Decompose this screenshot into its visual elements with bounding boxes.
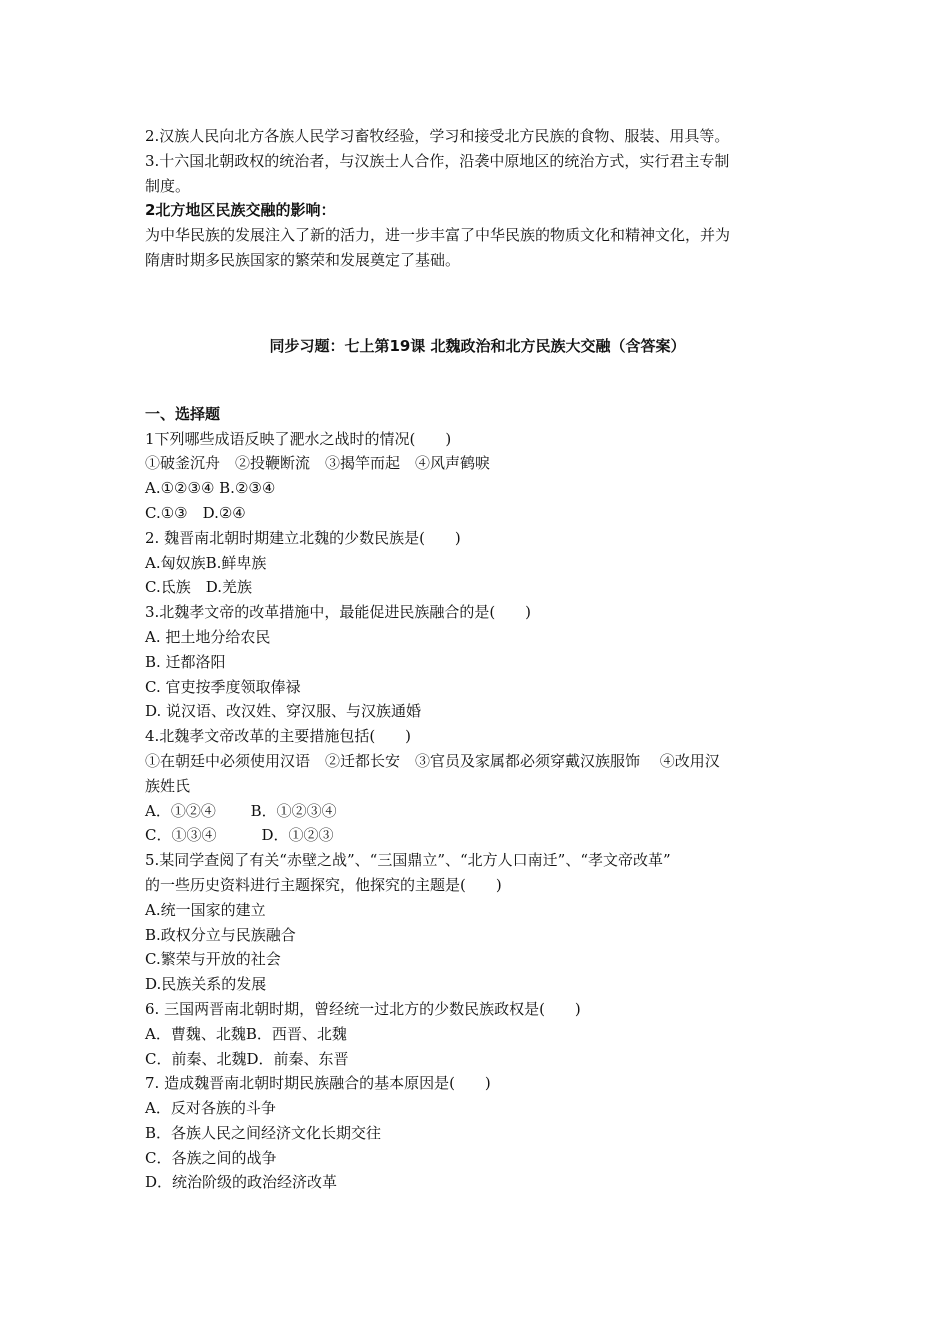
option-line: C.繁荣与开放的社会 (145, 950, 281, 969)
option-line: A．①②④ B．①②③④ (145, 801, 337, 820)
question-1 (145, 427, 810, 526)
option-line: C.①③ D.②④ (145, 503, 246, 522)
option-line: A．反对各族的斗争 (145, 1099, 276, 1118)
option-line: B．各族人民之间经济文化长期交往 (145, 1123, 382, 1142)
intro-point-2: 2.汉族人民向北方各族人民学习畜牧经验，学习和接受北方民族的食物、服装、用具等。 (145, 127, 730, 145)
option-line: A.统一国家的建立 (145, 900, 266, 919)
question-stem: 6. 三国两晋南北朝时期，曾经统一过北方的少数民族政权是( ) (145, 999, 581, 1018)
option-line: A.匈奴族B.鲜卑族 (145, 553, 267, 572)
question-2 (145, 526, 810, 600)
option-line: 的一些历史资料进行主题探究，他探究的主题是( ) (145, 875, 502, 894)
question-stem: 7. 造成魏晋南北朝时期民族融合的基本原因是( ) (145, 1074, 491, 1093)
question-stem: 1下列哪些成语反映了淝水之战时的情况( ) (145, 429, 452, 448)
option-line: B.政权分立与民族融合 (145, 925, 296, 944)
section-heading: 一、选择题 (145, 404, 221, 423)
influence-heading: 2北方地区民族交融的影响： (145, 201, 336, 220)
option-line: C．前秦、北魏D．前秦、东晋 (145, 1049, 349, 1068)
question-5 (145, 848, 810, 997)
option-line: A.①②③④ B.②③④ (145, 479, 276, 498)
question-stem: 5.某同学查阅了有关“赤壁之战”、“三国鼎立”、“北方人口南迁”、“孝文帝改革” (145, 851, 671, 870)
question-stem: 3.北魏孝文帝的改革措施中，最能促进民族融合的是( ) (145, 603, 532, 622)
option-line: A. 把土地分给农民 (145, 627, 271, 646)
option-line: B. 迁都洛阳 (145, 652, 226, 671)
option-line: C.氐族 D.羌族 (145, 578, 252, 597)
document-page (145, 124, 810, 1195)
influence-text-continued: 隋唐时期多民族国家的繁荣和发展奠定了基础。 (145, 250, 461, 269)
question-6 (145, 997, 810, 1071)
question-7 (145, 1071, 810, 1195)
exercise-title: 同步习题：七上第19课 北魏政治和北方民族大交融（含答案） (269, 336, 686, 355)
option-line: C. 官吏按季度领取俸禄 (145, 677, 301, 696)
question-4 (145, 724, 810, 848)
option-line: A．曹魏、北魏B．西晋、北魏 (145, 1024, 347, 1043)
option-line: 族姓氏 (145, 776, 191, 795)
option-line: C．各族之间的战争 (145, 1148, 277, 1167)
question-stem: 4.北魏孝文帝改革的主要措施包括( ) (145, 727, 412, 746)
question-stem: 2. 魏晋南北朝时期建立北魏的少数民族是( ) (145, 528, 461, 547)
option-line: D.民族关系的发展 (145, 975, 267, 994)
question-3 (145, 600, 810, 724)
option-line: ①在朝廷中必须使用汉语 ②迁都长安 ③官员及家属都必须穿戴汉族服饰 ④改用汉 (145, 751, 720, 770)
option-line: D．统治阶级的政治经济改革 (145, 1173, 338, 1192)
option-line: ①破釜沉舟 ②投鞭断流 ③揭竿而起 ④风声鹤唳 (145, 454, 491, 473)
intro-point-3: 3.十六国北朝政权的统治者，与汉族士人合作，沿袭中原地区的统治方式，实行君主专制 (145, 151, 730, 170)
influence-text: 为中华民族的发展注入了新的活力，进一步丰富了中华民族的物质文化和精神文化，并为 (145, 226, 731, 245)
option-line: C．①③④ D．①②③ (145, 826, 334, 845)
option-line: D. 说汉语、改汉姓、穿汉服、与汉族通婚 (145, 702, 422, 721)
intro-point-3-continued: 制度。 (145, 176, 191, 195)
